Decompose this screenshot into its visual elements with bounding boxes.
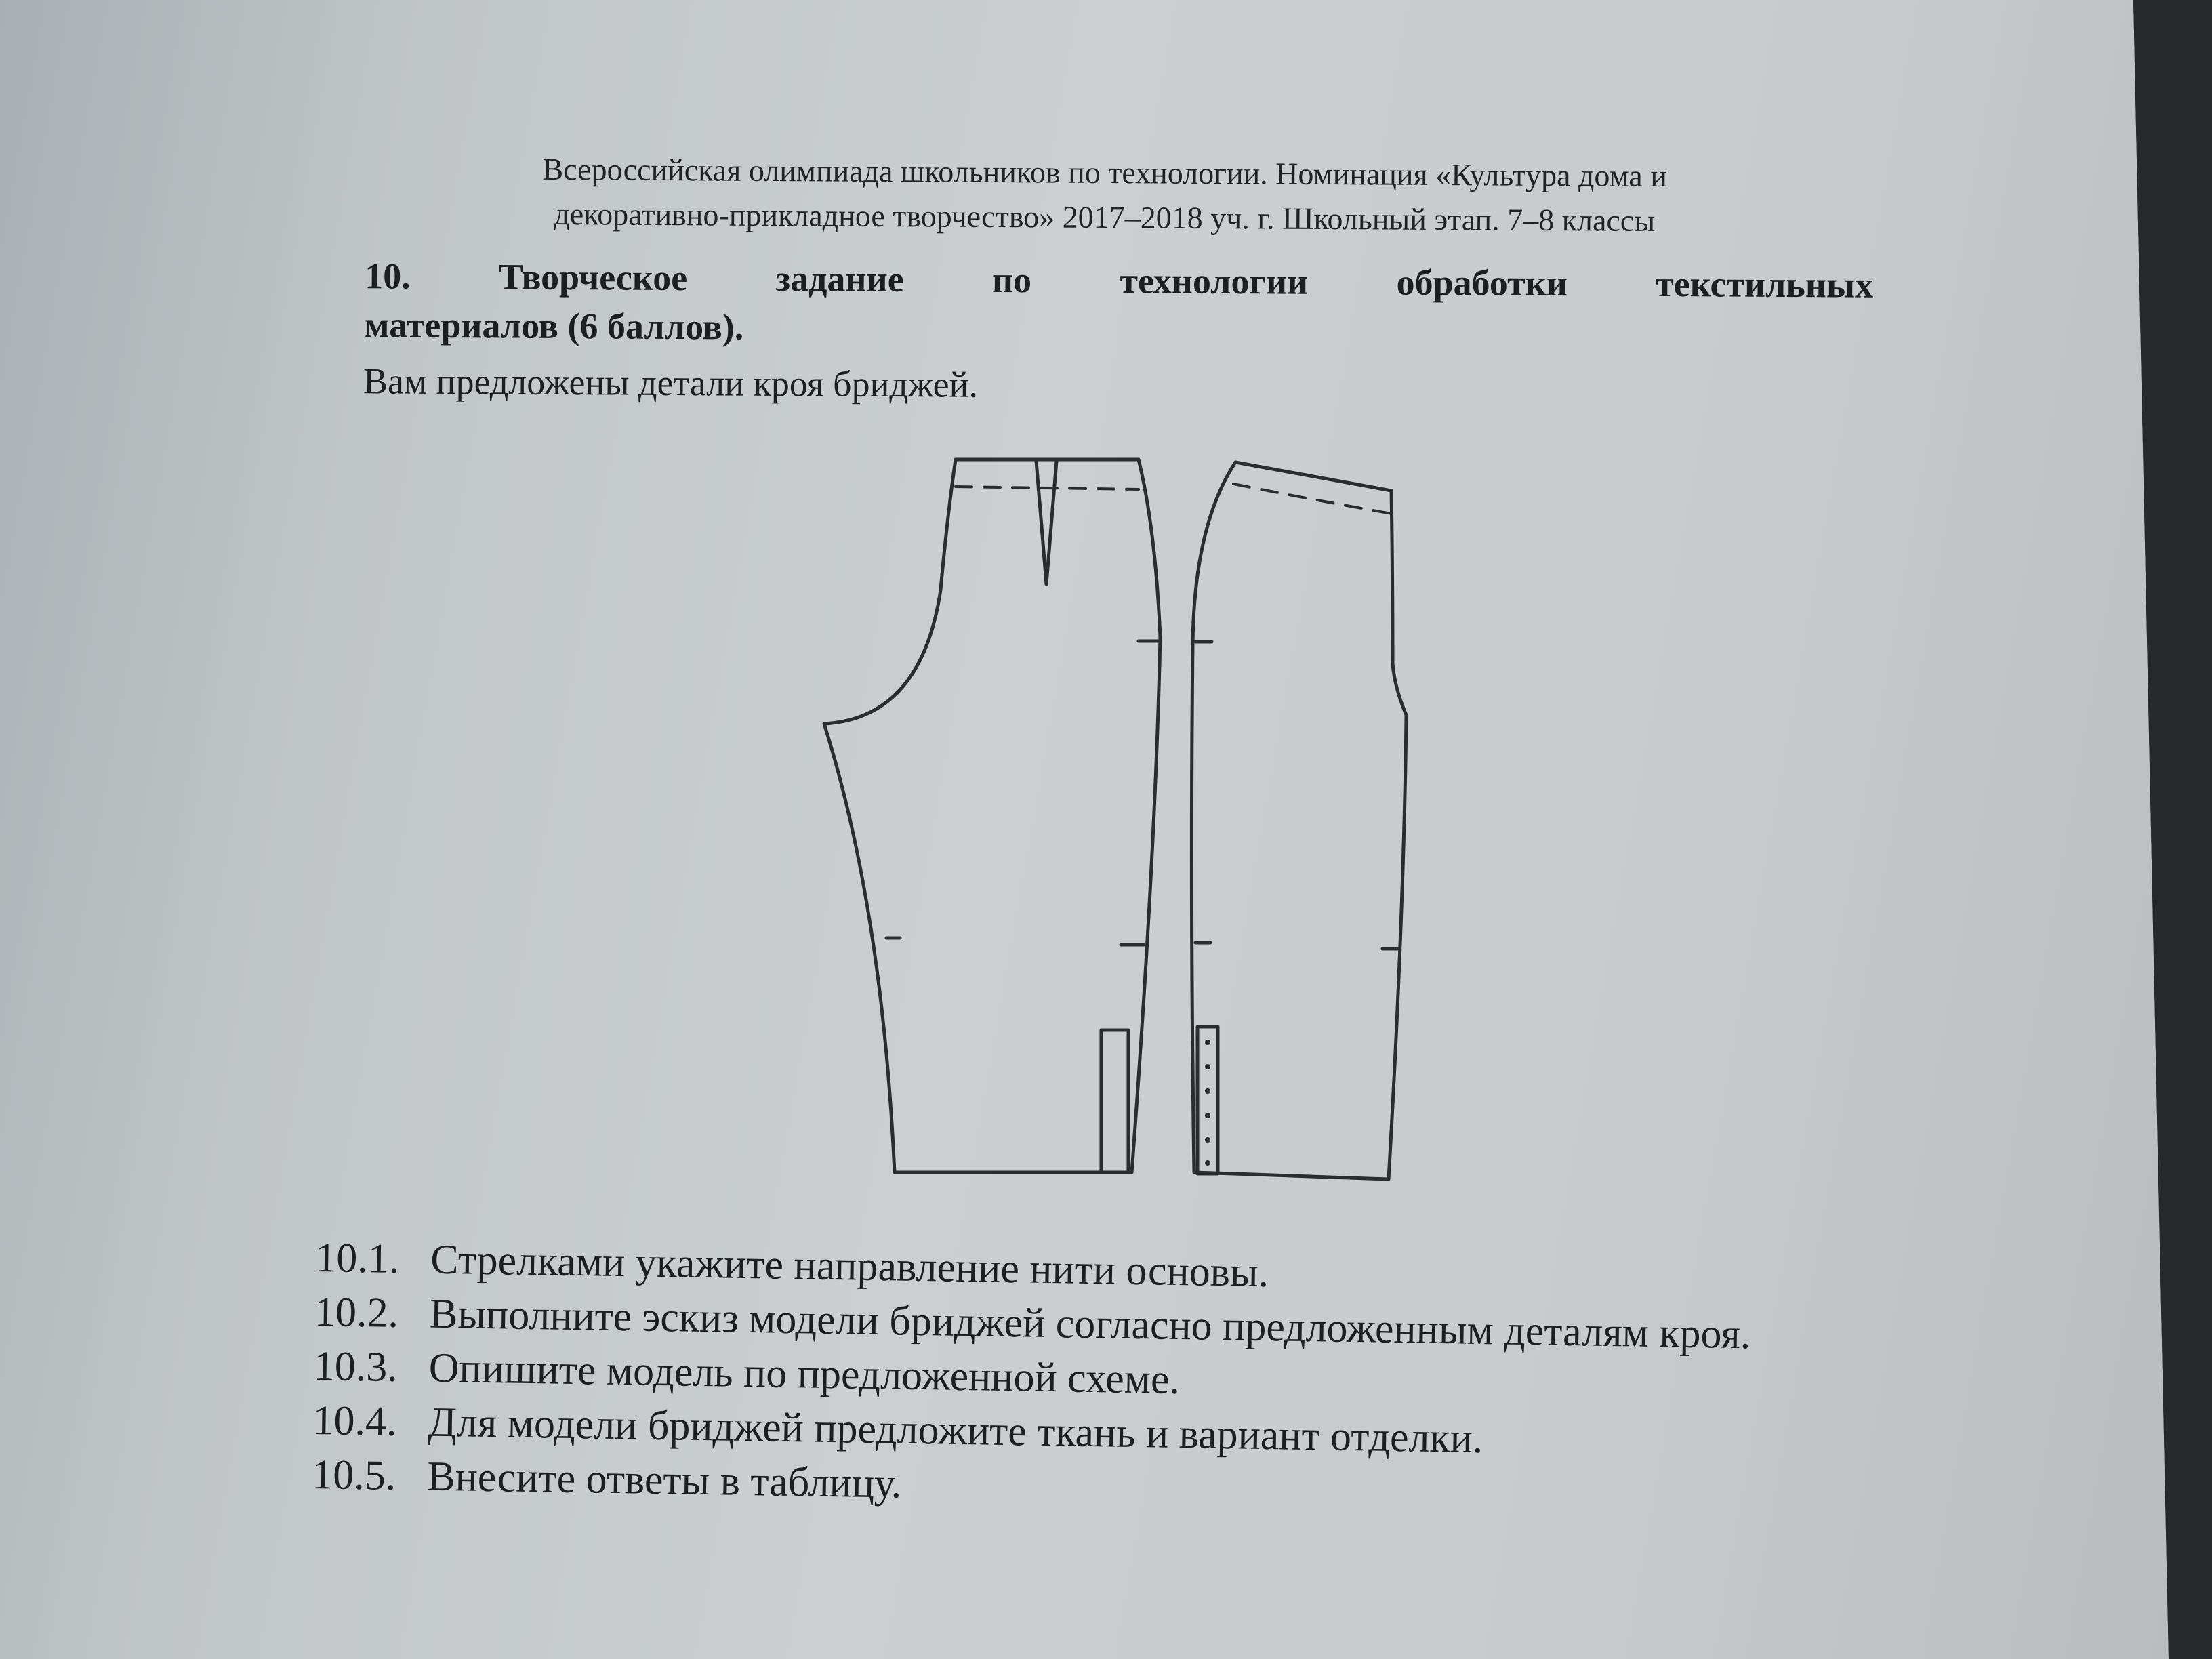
task-title-word: задание: [775, 258, 904, 300]
task-title: [365, 251, 1874, 359]
subtask-number: 10.5.: [311, 1451, 396, 1499]
back-piece-outline: [1191, 462, 1406, 1179]
task-title-line-1: [365, 251, 1873, 310]
subtask-number: 10.1.: [314, 1234, 400, 1282]
subtask-text: Выполните эскиз модели бриджей согласно предложенным деталям кроя.: [429, 1290, 1751, 1358]
subtask-text: Стрелками укажите направление нити основы.: [430, 1236, 1269, 1296]
front-pattern-piece: [824, 459, 1160, 1172]
header-line-1: Всероссийская олимпиада школьников по технологии. Номинация «Культура дома и: [542, 151, 1668, 194]
front-waist-seam-allowance: [956, 487, 1139, 489]
subtask-text: Для модели бриджей предложите ткань и вариант отделки.: [428, 1399, 1483, 1462]
back-pattern-piece: [1191, 462, 1406, 1179]
back-waist-seam-allowance: [1233, 484, 1392, 514]
pattern-diagram: [786, 434, 1450, 1200]
task-title-word: технологии: [1120, 260, 1309, 302]
subtask-number: 10.2.: [314, 1288, 399, 1336]
subtask-list: [312, 1231, 1976, 1528]
task-title-word: по: [991, 259, 1032, 301]
back-buttonhole-marks: [1205, 1040, 1210, 1166]
task-title-line-2: материалов (6 баллов).: [364, 304, 744, 348]
subtask-number: 10.4.: [312, 1397, 398, 1445]
task-title-word: 10.: [365, 255, 411, 297]
header-line-2: декоративно-прикладное творчество» 2017–2018 уч. г. Школьный этап. 7–8 классы: [554, 197, 1656, 238]
subtask-text: Внесите ответы в таблицу.: [426, 1453, 902, 1507]
back-slit-facing: [1197, 1027, 1218, 1174]
subtask-text: Опишите модель по предложенной схеме.: [428, 1345, 1181, 1404]
task-intro: Вам предложены детали кроя бриджей.: [363, 361, 979, 405]
front-dart: [1036, 461, 1057, 584]
task-title-word: текстильных: [1656, 263, 1874, 306]
task-title-word: Творческое: [498, 256, 688, 299]
subtask-number: 10.3.: [313, 1343, 398, 1391]
front-piece-outline: [824, 459, 1160, 1172]
task-title-word: обработки: [1396, 262, 1568, 304]
front-slit-facing: [1101, 1030, 1128, 1172]
document-header: [258, 145, 1952, 245]
